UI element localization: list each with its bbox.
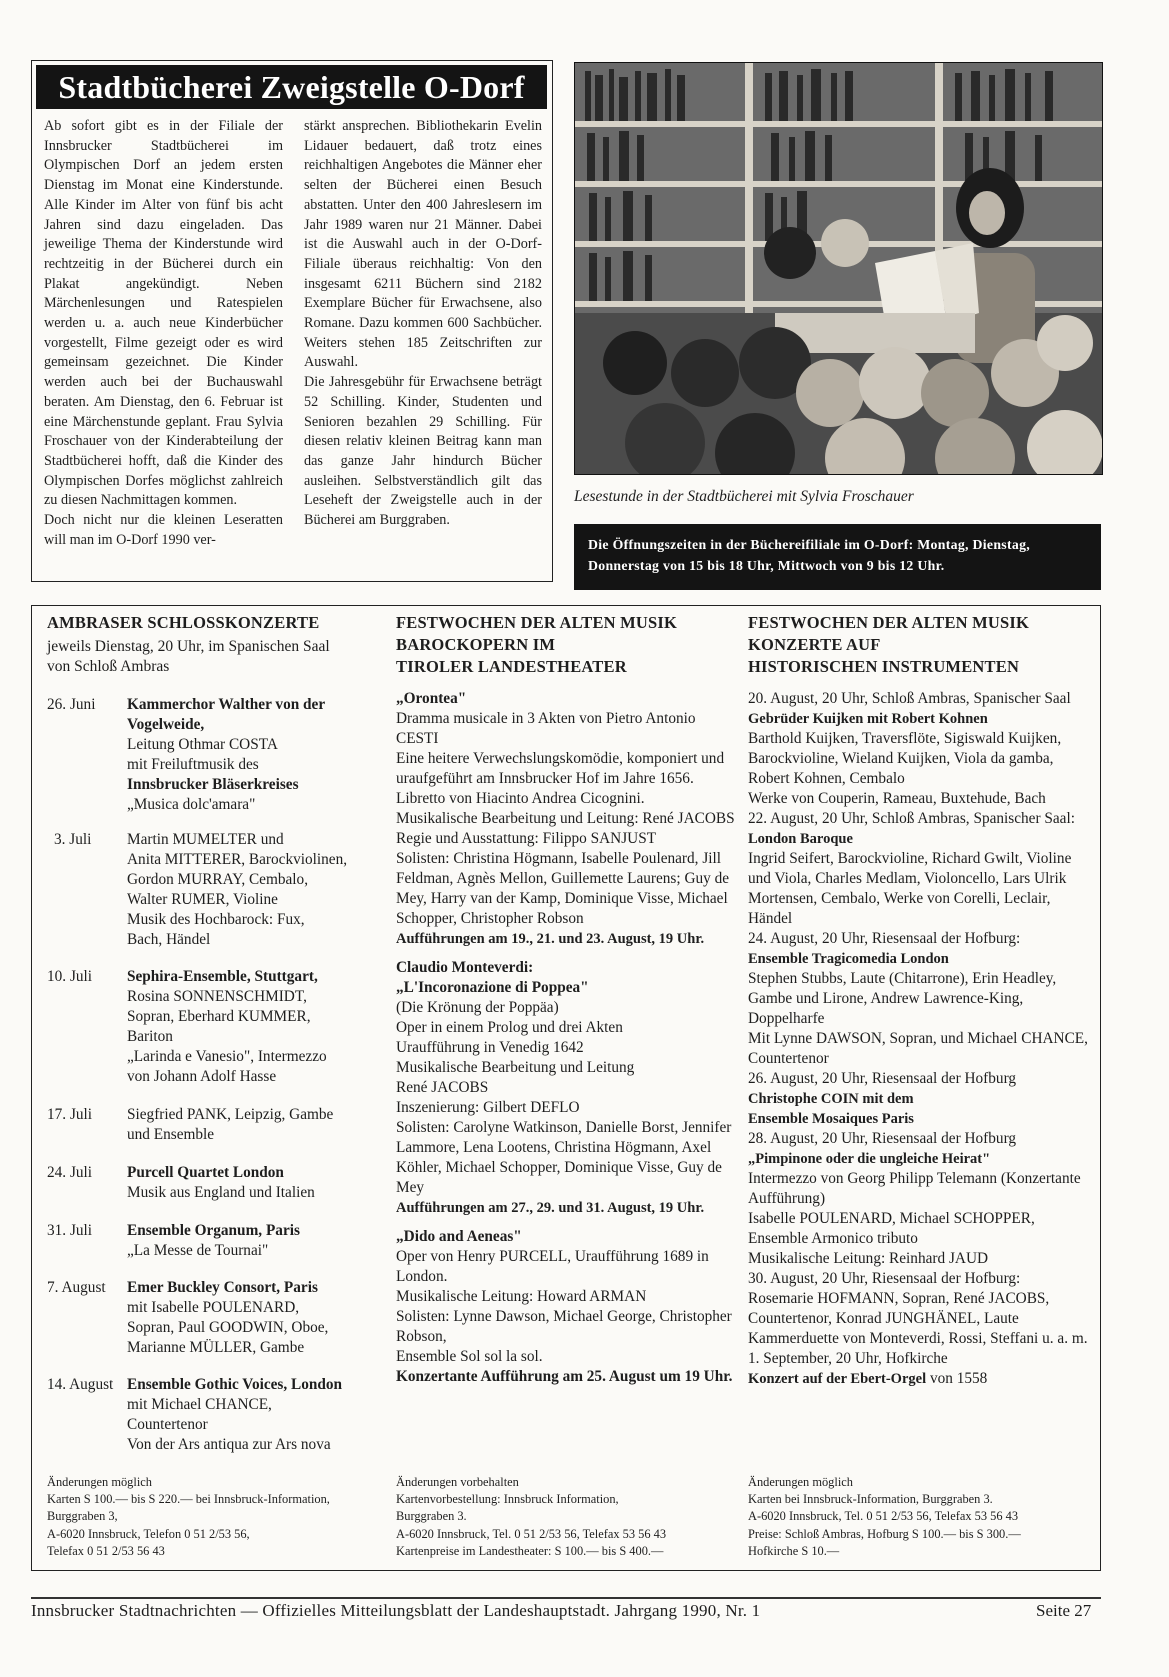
paragraph: Die Jahresgebühr für Erwachsene beträgt 52 Schilling. Kinder, Studenten und Senioren bezahlen 29 Schilling. Für diesen relativ kleinen Beitrag kann man das ganze Jahr hindurch Bücher ausleihen. Selbstverständlich gilt das Leseheft der Zweigstelle auch in der Bücherei am Burggraben. bbox=[304, 374, 542, 529]
performer-name: Kammerchor Walther von der bbox=[127, 696, 326, 713]
note-line: Burggraben 3, bbox=[47, 1509, 118, 1524]
note-line: Hofkirche S 10.— bbox=[748, 1543, 840, 1558]
instruments-notes bbox=[748, 1474, 1093, 1560]
performer-name: Ensemble Organum, Paris bbox=[127, 1222, 300, 1239]
opera-line: Oper von Henry PURCELL, Uraufführung 1689 in London. bbox=[396, 1248, 709, 1285]
note-line: Karten bei Innsbruck-Information, Burggraben 3. bbox=[748, 1492, 993, 1507]
event-line: Musik aus England und Italien bbox=[127, 1184, 315, 1201]
library-article-title: Stadtbücherei Zweigstelle O-Dorf bbox=[36, 65, 547, 109]
performance-dates: Aufführungen am 19., 21. und 23. August, 19 Uhr. bbox=[396, 931, 705, 947]
concert-text: Kammerduette von Monteverdi, Rossi, Steffani u. a. m. bbox=[748, 1330, 1088, 1347]
heading-line: FESTWOCHEN DER ALTEN MUSIK bbox=[748, 613, 1030, 632]
note-line: Karten S 100.— bis S 220.— bei Innsbruck-Information, bbox=[47, 1492, 330, 1507]
paragraph: Doch nicht nur die kleinen Leseratten will man im O-Dorf 1990 ver- bbox=[44, 512, 283, 548]
concert-text: Ingrid Seifert, Barockvioline, Richard Gwilt, Violine und Viola, Charles Medlam, Violoncello, Lars Ulrik Mortensen, Cembalo, Werke von Corelli, Leclair, Händel bbox=[748, 850, 1072, 927]
event-date: 10. Juli bbox=[47, 968, 93, 985]
opera-line: Solisten: Lynne Dawson, Michael George, Christopher Robson, bbox=[396, 1308, 732, 1345]
performer-name: Purcell Quartet London bbox=[127, 1164, 284, 1181]
performer-name: Ensemble Gothic Voices, London bbox=[127, 1376, 343, 1393]
opera-notes bbox=[396, 1474, 736, 1560]
note-line: A-6020 Innsbruck, Tel. 0 51 2/53 56, Telefax 53 56 43 bbox=[396, 1526, 667, 1541]
concert-text: Intermezzo von Georg Philipp Telemann (Konzertante Aufführung) bbox=[748, 1170, 1081, 1207]
event-line: Von der Ars antiqua zur Ars nova bbox=[127, 1436, 331, 1453]
publication-footer: Innsbrucker Stadtnachrichten — Offizielles Mitteilungsblatt der Landeshauptstadt. Jahrgang 1990, Nr. 1 bbox=[31, 1601, 761, 1620]
concert-title: London Baroque bbox=[748, 831, 853, 847]
opera-line: Solisten: Christina Högmann, Isabelle Poulenard, Jill Feldman, Agnès Mellon, Guillemette Laurens; Guy de Mey, Harry van der Kamp, Dominique Visse, Michael Schopper, Christopher Robson bbox=[396, 850, 730, 927]
note-line: Kartenvorbestellung: Innsbruck Information, bbox=[396, 1492, 619, 1507]
event-date: 7. August bbox=[47, 1279, 106, 1296]
photo-caption: Lesestunde in der Stadtbücherei mit Sylvia Froschauer bbox=[574, 488, 914, 505]
event-line: „Larinda e Vanesio", Intermezzo bbox=[127, 1048, 327, 1065]
concert-when: 28. August, 20 Uhr, Riesensaal der Hofburg bbox=[748, 1130, 1017, 1147]
footer-divider bbox=[31, 1597, 1101, 1599]
event-line: Bach, Händel bbox=[127, 931, 211, 948]
opera-line: Musikalische Bearbeitung und Leitung: René JACOBS bbox=[396, 810, 735, 827]
event-date: 3. Juli bbox=[54, 831, 92, 848]
concert-title-suffix: von 1558 bbox=[926, 1370, 988, 1387]
event-line: Walter RUMER, Violine bbox=[127, 891, 278, 908]
event-line: Gordon MURRAY, Cembalo, bbox=[127, 871, 309, 888]
concert-when: 26. August, 20 Uhr, Riesensaal der Hofburg bbox=[748, 1070, 1017, 1087]
opera-line: Musikalische Bearbeitung und Leitung bbox=[396, 1059, 635, 1076]
concert-when: 22. August, 20 Uhr, Schloß Ambras, Spanischer Saal: bbox=[748, 810, 1075, 827]
performance-dates: Aufführungen am 27., 29. und 31. August, 19 Uhr. bbox=[396, 1200, 705, 1216]
photo-illustration bbox=[575, 63, 1102, 474]
event-date: 17. Juli bbox=[47, 1106, 93, 1123]
event-details bbox=[127, 1278, 372, 1358]
ambraser-notes bbox=[47, 1474, 377, 1560]
performer-name: Innsbrucker Bläserkreises bbox=[127, 776, 299, 793]
event-details bbox=[127, 830, 372, 950]
note-line: A-6020 Innsbruck, Telefon 0 51 2/53 56, bbox=[47, 1526, 250, 1541]
page-number: Seite 27 bbox=[1036, 1601, 1092, 1620]
event-details bbox=[127, 967, 372, 1087]
event-line: Anita MITTERER, Barockviolinen, bbox=[127, 851, 348, 868]
event-line: Martin MUMELTER und bbox=[127, 831, 284, 848]
event-line: mit Freiluftmusik des bbox=[127, 756, 259, 773]
note-line: A-6020 Innsbruck, Tel. 0 51 2/53 56, Telefax 53 56 43 bbox=[748, 1509, 1019, 1524]
opera-title: „Orontea" bbox=[396, 690, 467, 707]
note-line: Burggraben 3. bbox=[396, 1509, 467, 1524]
performer-name: Sephira-Ensemble, Stuttgart, bbox=[127, 968, 318, 985]
event-line: Rosina SONNENSCHMIDT, bbox=[127, 988, 307, 1005]
library-article-column-2 bbox=[304, 117, 542, 531]
opera-title: „L'Incoronazione di Poppea" bbox=[396, 979, 589, 996]
reading-hour-photo bbox=[574, 62, 1103, 475]
event-line: Sopran, Eberhard KUMMER, bbox=[127, 1008, 311, 1025]
concert-title: Ensemble Mosaiques Paris bbox=[748, 1111, 914, 1127]
opera-line: Oper in einem Prolog und drei Akten bbox=[396, 1019, 623, 1036]
event-date: 26. Juni bbox=[47, 696, 96, 713]
event-details bbox=[127, 695, 372, 815]
heading-line: TIROLER LANDESTHEATER bbox=[396, 657, 627, 676]
concert-text: Mit Lynne DAWSON, Sopran, und Michael CHANCE, Countertenor bbox=[748, 1030, 1088, 1067]
event-line: Bariton bbox=[127, 1028, 173, 1045]
library-article-column-1 bbox=[44, 117, 283, 550]
ambraser-subheading-1: jeweils Dienstag, 20 Uhr, im Spanischen Saal bbox=[47, 638, 330, 655]
opera-heading bbox=[396, 612, 736, 678]
concert-when: 20. August, 20 Uhr, Schloß Ambras, Spanischer Saal bbox=[748, 690, 1071, 707]
event-line: Marianne MÜLLER, Gambe bbox=[127, 1339, 305, 1356]
event-line: und Ensemble bbox=[127, 1126, 215, 1143]
event-line: Musik des Hochbarock: Fux, bbox=[127, 911, 305, 928]
paragraph: Ab sofort gibt es in der Filiale der Innsbrucker Stadtbücherei im Olympischen Dorf an jedem ersten Dienstag im Monat eine Kinderstunde. Alle Kinder im Alter von fünf bis acht Jahren sind dazu eingeladen. Das jeweilige Thema der Kinderstunde wird rechtzeitig in der Bücherei durch ein Plakat angekündigt. Neben Märchenlesungen und Ratespielen werden u. a. auch neue Kinderbücher vorgestellt, Filme gezeigt oder es wird gemeinsam gezeichnet. Die Kinder werden auch bei der Buchauswahl beraten. Am Dienstag, den 6. Februar ist eine Märchenstunde geplant. Frau Sylvia Froschauer von der Kinderabteilung der Stadtbücherei hofft, daß die Kinder des Olympischen Dorfes möglichst zahlreich zu diesen Nachmittagen kommen. bbox=[44, 118, 283, 509]
opera-line: Eine heitere Verwechslungskomödie, komponiert und uraufgeführt am Innsbrucker Hof im Jahre 1656. bbox=[396, 750, 725, 787]
note-line: Preise: Schloß Ambras, Hofburg S 100.— bis S 300.— bbox=[748, 1526, 1021, 1541]
event-line: Siegfried PANK, Leipzig, Gambe bbox=[127, 1106, 334, 1123]
concert-when: 24. August, 20 Uhr, Riesensaal der Hofburg: bbox=[748, 930, 1021, 947]
concert-title: Ensemble Tragicomedia London bbox=[748, 951, 949, 967]
event-line: „La Messe de Tournai" bbox=[127, 1242, 269, 1259]
event-line: Leitung Othmar COSTA bbox=[127, 736, 278, 753]
heading-line: BAROCKOPERN IM bbox=[396, 635, 556, 654]
performer-name: Emer Buckley Consort, Paris bbox=[127, 1279, 318, 1296]
opera-column bbox=[396, 689, 736, 1387]
concert-title: Gebrüder Kuijken mit Robert Kohnen bbox=[748, 711, 988, 727]
opera-line: Libretto von Hiacinto Andrea Cicognini. bbox=[396, 790, 645, 807]
instruments-heading bbox=[748, 612, 1093, 678]
concert-text: Musikalische Leitung: Reinhard JAUD bbox=[748, 1250, 989, 1267]
event-line: „Musica dolc'amara" bbox=[127, 796, 256, 813]
concert-when: 1. September, 20 Uhr, Hofkirche bbox=[748, 1350, 948, 1367]
heading-line: KONZERTE AUF bbox=[748, 635, 881, 654]
opera-line: Solisten: Carolyne Watkinson, Danielle Borst, Jennifer Lammore, Lena Lootens, Christina Högmann, Axel Köhler, Michael Schopper, Dominique Visse, Guy de Mey bbox=[396, 1119, 732, 1196]
concert-when: 30. August, 20 Uhr, Riesensaal der Hofburg: bbox=[748, 1270, 1021, 1287]
event-details bbox=[127, 1105, 372, 1145]
concert-title: Konzert auf der Ebert-Orgel bbox=[748, 1371, 927, 1387]
opera-line: Dramma musicale in 3 Akten von Pietro Antonio CESTI bbox=[396, 710, 696, 747]
performance-dates: Konzertante Aufführung am 25. August um 19 Uhr. bbox=[396, 1368, 733, 1385]
opera-line: Musikalische Leitung: Howard ARMAN bbox=[396, 1288, 647, 1305]
opening-hours-box: Die Öffnungszeiten in der Büchereifiliale im O-Dorf: Montag, Dienstag, Donnerstag von 15 bis 18 Uhr, Mittwoch von 9 bis 12 Uhr. bbox=[574, 524, 1101, 590]
concert-text: Werke von Couperin, Rameau, Buxtehude, Bach bbox=[748, 790, 1046, 807]
opera-line: René JACOBS bbox=[396, 1079, 489, 1096]
event-line: mit Isabelle POULENARD, bbox=[127, 1299, 300, 1316]
heading-line: FESTWOCHEN DER ALTEN MUSIK bbox=[396, 613, 678, 632]
opera-title: „Dido and Aeneas" bbox=[396, 1228, 522, 1245]
heading-line: HISTORISCHEN INSTRUMENTEN bbox=[748, 657, 1020, 676]
event-details bbox=[127, 1375, 372, 1455]
concert-title: „Pimpinone oder die ungleiche Heirat" bbox=[748, 1151, 991, 1167]
performer-name: Vogelweide, bbox=[127, 716, 205, 733]
event-date: 24. Juli bbox=[47, 1164, 93, 1181]
ambraser-heading: AMBRASER SCHLOSSKONZERTE bbox=[47, 613, 320, 632]
note-line: Änderungen möglich bbox=[748, 1475, 853, 1489]
opera-line: Inszenierung: Gilbert DEFLO bbox=[396, 1099, 580, 1116]
concert-text: Rosemarie HOFMANN, Sopran, René JACOBS, Countertenor, Konrad JUNGHÄNEL, Laute bbox=[748, 1290, 1050, 1327]
concert-text: Isabelle POULENARD, Michael SCHOPPER, Ensemble Armonico tributo bbox=[748, 1210, 1035, 1247]
opera-line: (Die Krönung der Poppäa) bbox=[396, 999, 559, 1016]
note-line: Kartenpreise im Landestheater: S 100.— bis S 400.— bbox=[396, 1543, 664, 1558]
event-details bbox=[127, 1221, 372, 1261]
note-line: Telefax 0 51 2/53 56 43 bbox=[47, 1543, 165, 1558]
event-line: mit Michael CHANCE, bbox=[127, 1396, 272, 1413]
concert-text: Barthold Kuijken, Traversflöte, Sigiswald Kuijken, Barockvioline, Wieland Kuijken, Viola da gamba, Robert Kohnen, Cembalo bbox=[748, 730, 1062, 787]
concert-text: Stephen Stubbs, Laute (Chitarrone), Erin Headley, Gambe und Lirone, Andrew Lawrence-King, Doppelharfe bbox=[748, 970, 1057, 1027]
concert-title: Christophe COIN mit dem bbox=[748, 1091, 914, 1107]
note-line: Änderungen vorbehalten bbox=[396, 1475, 519, 1489]
event-line: von Johann Adolf Hasse bbox=[127, 1068, 277, 1085]
event-date: 31. Juli bbox=[47, 1222, 93, 1239]
event-details bbox=[127, 1163, 372, 1203]
opera-line: Regie und Ausstattung: Filippo SANJUST bbox=[396, 830, 657, 847]
event-date: 14. August bbox=[47, 1376, 114, 1393]
paragraph: stärkt ansprechen. Bibliothekarin Evelin Lidauer bedauert, daß trotz eines reichhaltigen Angebotes die Männer eher selten der Bücherei einen Besuch abstatten. Unter den 400 Jahreslesern im Jahr 1989 waren nur 21 Männer. Dabei ist die Auswahl auch in der O-Dorf-Filiale überaus reichhaltig: Von den insgesamt 6211 Büchern sind 2182 Exemplare Bücher für Erwachsene, also Romane. Dazu kommen 600 Sachbücher. Weiters stehen 185 Zeitschriften zur Auswahl. bbox=[304, 118, 542, 371]
ambraser-subheading-2: von Schloß Ambras bbox=[47, 658, 170, 675]
opera-line: Ensemble Sol sol la sol. bbox=[396, 1348, 543, 1365]
opera-composer: Claudio Monteverdi: bbox=[396, 959, 534, 976]
event-line: Countertenor bbox=[127, 1416, 208, 1433]
instruments-column bbox=[748, 689, 1093, 1389]
opera-line: Uraufführung in Venedig 1642 bbox=[396, 1039, 584, 1056]
event-line: Sopran, Paul GOODWIN, Oboe, bbox=[127, 1319, 329, 1336]
note-line: Änderungen möglich bbox=[47, 1475, 152, 1489]
